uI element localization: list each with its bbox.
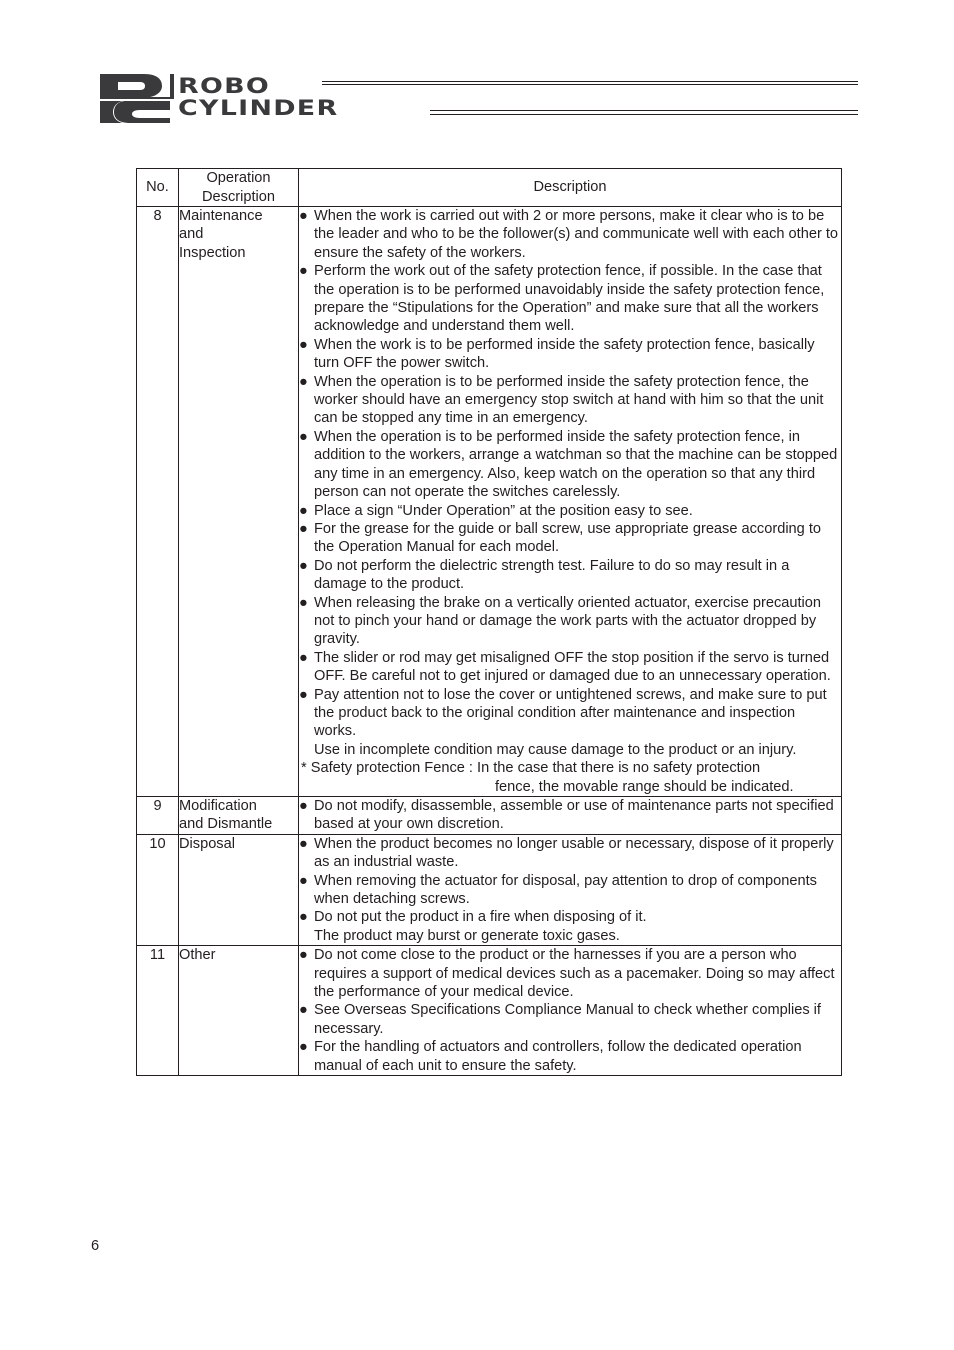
list-item-text: Place a sign “Under Operation” at the position easy to see.: [314, 502, 693, 519]
row-number: 10: [137, 834, 179, 945]
list-item-text: See Overseas Specifications Compliance Manual to check whether complies if necessary.: [314, 1002, 821, 1037]
list-item: [299, 557, 841, 594]
header-rule: [322, 84, 858, 85]
bullet-icon: ●: [299, 1039, 308, 1056]
header-rule: [322, 81, 858, 82]
list-item: [299, 946, 841, 1001]
list-item-text: Do not come close to the product or the harnesses if you are a person who requires a support of medical devices such as a pacemaker. Doing so may affect the performance of your medical device.: [314, 947, 835, 1001]
bullet-icon: ●: [299, 557, 308, 574]
header-operation: Operation Description: [179, 169, 299, 207]
list-item: [299, 373, 841, 428]
footnote-line: fence, the movable range should be indicated.: [495, 778, 794, 795]
list-item: [299, 797, 841, 834]
bullet-icon: ●: [299, 594, 308, 611]
brand-cylinder: CYLINDER: [178, 96, 339, 120]
header-no: No.: [137, 169, 179, 207]
list-item-text: For the grease for the guide or ball screw, use appropriate grease according to the Operation Manual for each model.: [314, 520, 822, 556]
list-item-text: When the operation is to be performed inside the safety protection fence, the worker should have an emergency stop switch at hand with him so that the unit can be stopped any time in an emergency.: [314, 373, 824, 427]
list-item-text: Pay attention not to lose the cover or untightened screws, and make sure to put the product back to the original condition after maintenance and inspection works. Use in incomplete condition may cause damage to the product or an injury.: [314, 686, 827, 758]
bullet-icon: ●: [299, 909, 308, 926]
description-cell: [299, 834, 842, 945]
table-header-row: [137, 169, 842, 207]
list-item-text: The slider or rod may get misaligned OFF the stop position if the servo is turned OFF. Be careful not to get injured or damaged due to an unnecessary operation.: [314, 649, 831, 685]
list-item: [299, 908, 841, 945]
brand-robo: ROBO: [178, 74, 271, 98]
bullet-icon: ●: [299, 520, 308, 537]
list-item: [299, 1001, 841, 1038]
table-row: [137, 797, 842, 835]
list-item: [299, 872, 841, 909]
list-item: [299, 336, 841, 373]
page-header: [96, 72, 860, 126]
description-list: [299, 207, 841, 759]
table-row: [137, 207, 842, 797]
list-item: [299, 1038, 841, 1075]
list-item-text: When the product becomes no longer usable or necessary, dispose of it properly as an industrial waste.: [314, 835, 834, 871]
row-number: 9: [137, 797, 179, 835]
list-item: [299, 520, 841, 557]
bullet-icon: ●: [299, 428, 308, 445]
safety-table: [136, 168, 842, 1076]
description-list: [299, 797, 841, 834]
operation-description: Disposal: [179, 834, 299, 945]
bullet-icon: ●: [299, 798, 308, 814]
list-item-text: When removing the actuator for disposal, pay attention to drop of components when detaching screws.: [314, 872, 817, 908]
description-cell: [299, 797, 842, 835]
list-item-text: When the work is to be performed inside the safety protection fence, basically turn OFF the power switch.: [314, 336, 815, 372]
bullet-icon: ●: [299, 947, 308, 964]
list-item-text: Perform the work out of the safety protection fence, if possible. In the case that the operation is to be performed unavoidably inside the safety protection fence, prepare the “Stipulations for the Operation” and make sure that all the workers acknowledge and understand them well.: [314, 263, 825, 335]
table-row: [137, 834, 842, 945]
bullet-icon: ●: [299, 686, 308, 703]
list-item: [299, 428, 841, 502]
list-item-text: For the handling of actuators and controllers, follow the dedicated operation manual of each unit to ensure the safety.: [314, 1039, 802, 1074]
row-number: 8: [137, 207, 179, 797]
footnote: [299, 759, 841, 796]
description-cell: [299, 946, 842, 1076]
list-item-text: When the work is carried out with 2 or more persons, make it clear who is to be the leader and who to be the follower(s) and communicate well with each other to ensure the safety of the workers.: [314, 208, 839, 261]
bullet-icon: ●: [299, 1002, 308, 1019]
bullet-icon: ●: [299, 872, 308, 889]
row-number: 11: [137, 946, 179, 1076]
list-item: [299, 594, 841, 649]
list-item: [299, 686, 841, 760]
operation-description: Modification and Dismantle: [179, 797, 299, 835]
rc-logo-icon: [96, 72, 174, 124]
list-item: [299, 262, 841, 336]
header-description: Description: [299, 169, 842, 207]
footnote-line: * Safety protection Fence : In the case that there is no safety protection: [301, 760, 761, 777]
list-item-text: Do not modify, disassemble, assemble or use of maintenance parts not specified based at your own discretion.: [314, 798, 834, 833]
bullet-icon: ●: [299, 649, 308, 666]
operation-description: Other: [179, 946, 299, 1076]
page-number: 6: [91, 1238, 100, 1254]
list-item-text: Do not put the product in a fire when disposing of it. The product may burst or generate toxic gases.: [314, 909, 647, 944]
bullet-icon: ●: [299, 373, 308, 390]
list-item-text: When the operation is to be performed inside the safety protection fence, in addition to the workers, arrange a watchman so that the machine can be stopped any time in an emergency. Also, keep watch on the operation so that any third person can not operate the switches carelessly.: [314, 428, 838, 501]
bullet-icon: ●: [299, 502, 308, 519]
list-item-text: Do not perform the dielectric strength test. Failure to do so may result in a damage to the product.: [314, 557, 790, 593]
table-row: [137, 946, 842, 1076]
header-rule: [430, 114, 858, 115]
bullet-icon: ●: [299, 208, 308, 224]
bullet-icon: ●: [299, 835, 308, 852]
bullet-icon: ●: [299, 336, 308, 353]
list-item: [299, 207, 841, 262]
list-item: [299, 649, 841, 686]
description-list: [299, 946, 841, 1075]
list-item-text: When releasing the brake on a vertically oriented actuator, exercise precaution not to pinch your hand or damage the work parts with the actuator dropped by gravity.: [314, 594, 822, 648]
description-cell: [299, 207, 842, 797]
description-list: [299, 835, 841, 945]
bullet-icon: ●: [299, 263, 308, 280]
operation-description: Maintenance and Inspection: [179, 207, 299, 797]
list-item: [299, 835, 841, 872]
header-rule: [430, 110, 858, 111]
list-item: [299, 502, 841, 520]
